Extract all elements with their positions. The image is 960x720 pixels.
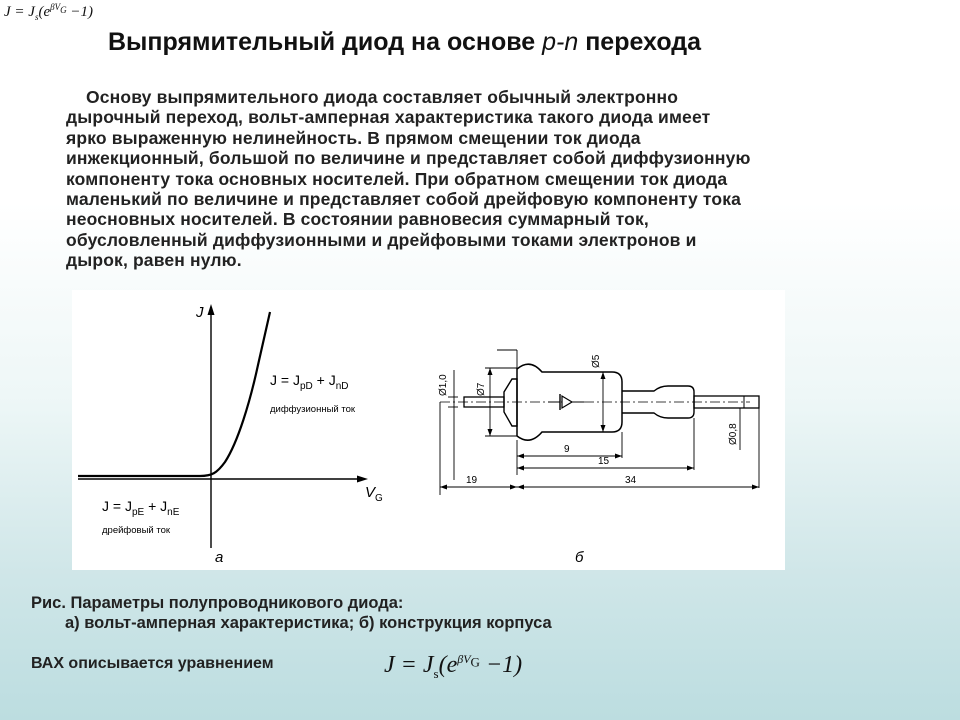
dim-d1-label: Ø1,0 (438, 374, 449, 396)
dim-34-label: 34 (625, 475, 637, 486)
left-flange (504, 379, 517, 426)
description-paragraph (66, 87, 896, 271)
figure-caption (31, 593, 552, 633)
j-axis-arrow (208, 304, 215, 315)
paragraph-line: Основу выпрямительного диода составляет обычный электронно (86, 87, 679, 107)
diode-equation: $J = J_s(e^{\beta V_G} -1)$ (384, 652, 523, 681)
paragraph-line: инжекционный, большой по величине и представляет собой диффузионную (66, 148, 751, 169)
drift-current-label: дрейфовый ток (102, 525, 171, 536)
paragraph-line: дырочный переход, вольт-амперная характеристика такого диода имеет (66, 107, 711, 128)
dim-15-label: 15 (598, 456, 610, 467)
dim-d7-label: Ø7 (476, 382, 487, 396)
v-axis-arrow (357, 476, 368, 483)
iv-characteristic-panel (78, 304, 383, 566)
v-axis-label: $V_G$ (365, 484, 383, 504)
vah-equation-text: ВАХ описывается уравнением (31, 655, 274, 672)
paragraph-line: дырок, равен нулю. (66, 250, 242, 271)
paragraph-line: обусловленный диффузионными и дрейфовыми токами электронов и (66, 229, 697, 250)
page-title: Выпрямительный диод на основе p-n перехода (108, 28, 702, 56)
corner-formula: $J = J_s(e^{\beta V_G} -1)$ (4, 2, 93, 22)
diode-package-panel (440, 350, 759, 495)
diode-triangle (562, 396, 572, 408)
dim-d08-label: Ø0,8 (728, 423, 739, 445)
dimension-arrows (440, 368, 759, 490)
dim-19-label: 19 (466, 475, 478, 486)
iv-curve (78, 312, 270, 476)
dim-d5-label: Ø5 (591, 354, 602, 368)
diffusion-current-label: диффузионный ток (270, 404, 356, 415)
panel-label-a: а (215, 549, 224, 566)
j-axis-label: J (196, 304, 204, 321)
diode-figure (72, 290, 785, 570)
dim-9-label: 9 (564, 444, 570, 455)
panel-label-b: б (575, 549, 584, 566)
paragraph-line: неосновных носителей. В состоянии равновесия суммарный ток, (66, 209, 649, 230)
forward-current-equation: $J = J_{pD} + J_{nD}$ (270, 372, 349, 392)
paragraph-line: ярко выраженную нелинейность. В прямом смещении ток диода (66, 127, 641, 148)
caption-line-1: Рис. Параметры полупроводникового диода: (31, 594, 404, 612)
caption-line-2: а) вольт-амперная характеристика; б) конструкция корпуса (65, 614, 552, 632)
reverse-current-equation: $J = J_{pE} + J_{nE}$ (102, 498, 180, 518)
paragraph-line: маленький по величине и представляет собой дрейфовую компоненту тока (66, 189, 742, 210)
paragraph-line: компоненту тока основных носителей. При обратном смещении ток диода (66, 168, 728, 189)
